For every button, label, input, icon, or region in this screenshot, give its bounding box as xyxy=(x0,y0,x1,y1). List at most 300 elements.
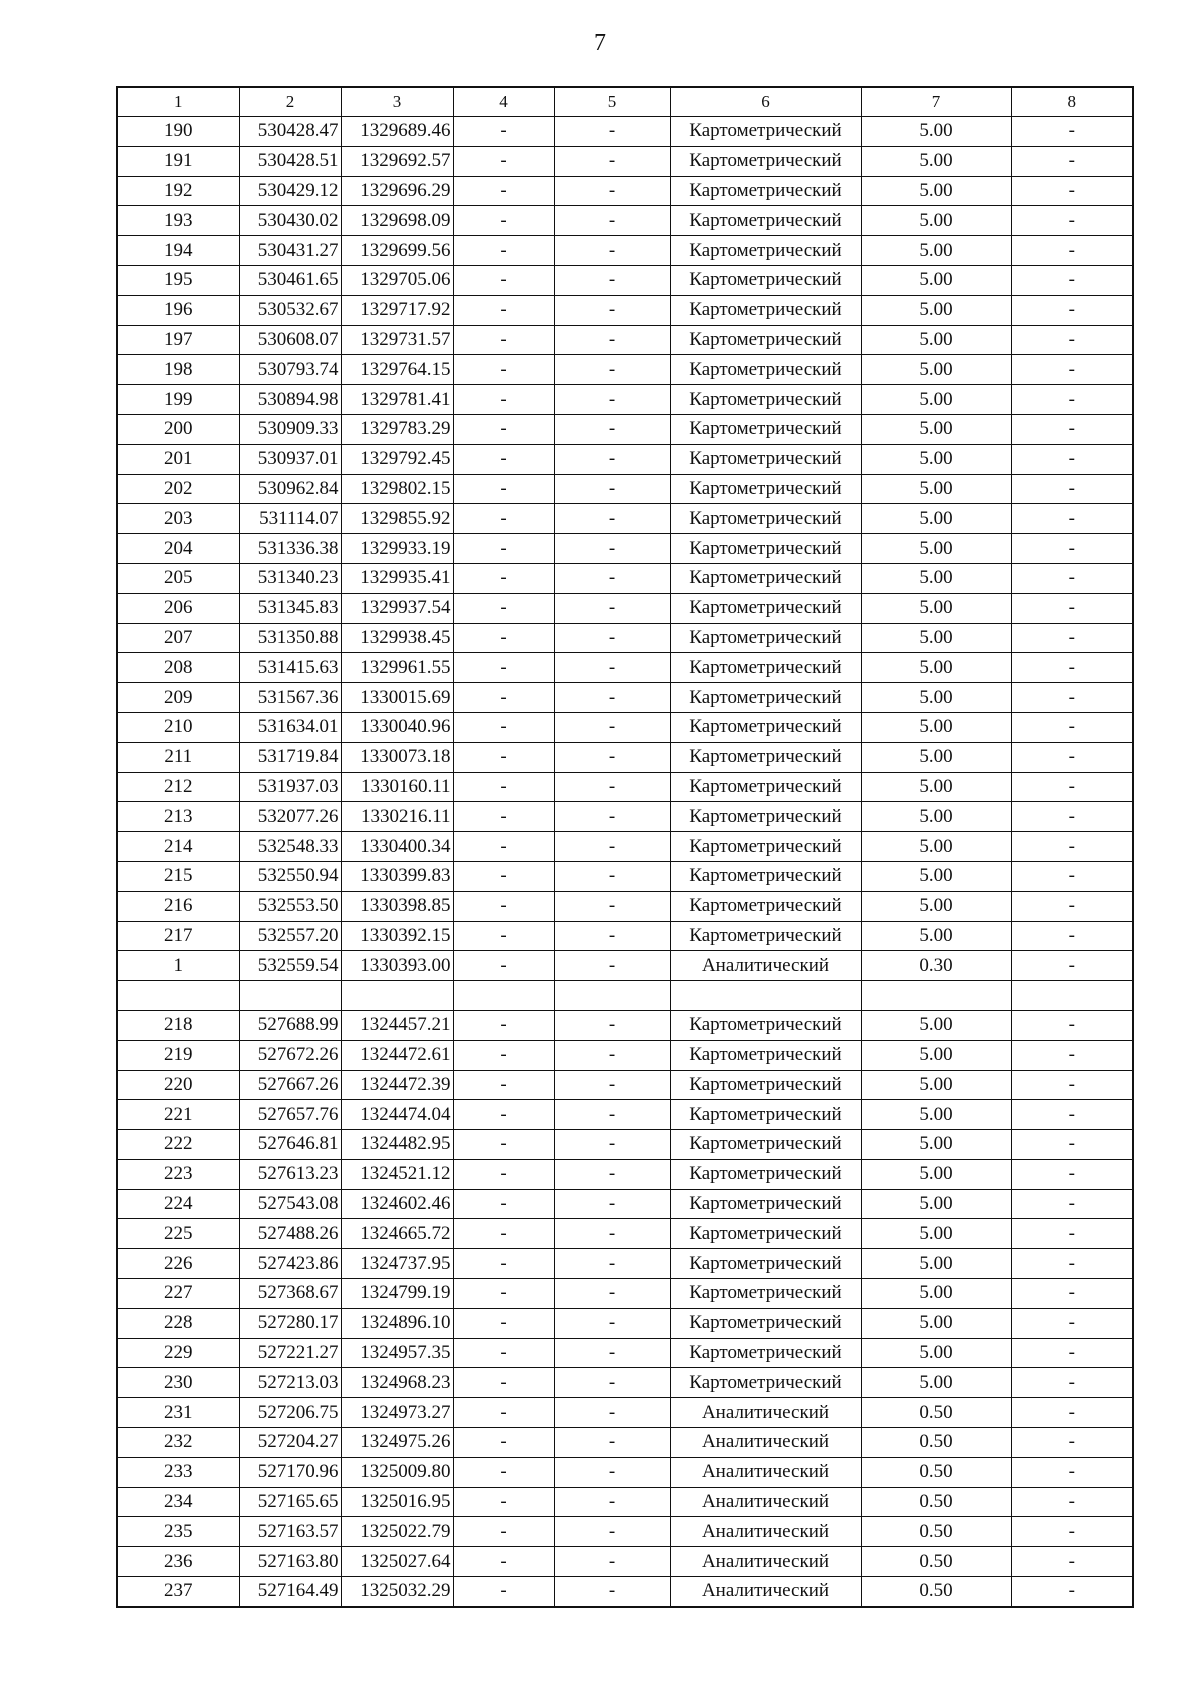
table-cell: Картометрический xyxy=(670,236,861,266)
table-cell: 5.00 xyxy=(861,1308,1011,1338)
table-cell: - xyxy=(1011,1428,1133,1458)
table-cell: 217 xyxy=(117,921,239,951)
table-cell: Картометрический xyxy=(670,891,861,921)
table-cell: 196 xyxy=(117,295,239,325)
table-cell: - xyxy=(453,1428,554,1458)
table-cell: 5.00 xyxy=(861,861,1011,891)
table-cell: - xyxy=(1011,1487,1133,1517)
table-cell: 530909.33 xyxy=(239,414,341,444)
table-cell: 237 xyxy=(117,1577,239,1607)
table-cell: Картометрический xyxy=(670,1368,861,1398)
table-cell: 1329781.41 xyxy=(341,385,453,415)
table-cell: - xyxy=(453,146,554,176)
table-cell: 201 xyxy=(117,444,239,474)
table-cell: - xyxy=(453,1100,554,1130)
table-cell xyxy=(117,981,239,1011)
table-cell: Картометрический xyxy=(670,146,861,176)
table-cell: Аналитический xyxy=(670,1487,861,1517)
table-cell: - xyxy=(453,325,554,355)
column-header: 4 xyxy=(453,87,554,117)
table-cell: Картометрический xyxy=(670,504,861,534)
table-cell: - xyxy=(554,1398,670,1428)
table-cell: - xyxy=(1011,325,1133,355)
table-cell: - xyxy=(554,1517,670,1547)
table-cell xyxy=(861,981,1011,1011)
column-header: 2 xyxy=(239,87,341,117)
table-cell: 532550.94 xyxy=(239,861,341,891)
table-cell: 215 xyxy=(117,861,239,891)
table-cell: 1330073.18 xyxy=(341,742,453,772)
table-cell: Картометрический xyxy=(670,653,861,683)
table-row xyxy=(117,206,1133,236)
table-cell: - xyxy=(1011,1368,1133,1398)
table-cell: - xyxy=(554,355,670,385)
table-cell: 5.00 xyxy=(861,265,1011,295)
table-row xyxy=(117,921,1133,951)
table-cell: 197 xyxy=(117,325,239,355)
table-cell: 1324975.26 xyxy=(341,1428,453,1458)
table-cell: 5.00 xyxy=(861,236,1011,266)
table-cell: - xyxy=(453,1398,554,1428)
table-cell: Аналитический xyxy=(670,1428,861,1458)
table-cell: 1330216.11 xyxy=(341,802,453,832)
table-cell: 5.00 xyxy=(861,683,1011,713)
table-cell: 5.00 xyxy=(861,504,1011,534)
table-cell: 1329699.56 xyxy=(341,236,453,266)
table-cell: - xyxy=(554,1368,670,1398)
table-row xyxy=(117,1368,1133,1398)
table-cell: Картометрический xyxy=(670,832,861,862)
table-cell: 5.00 xyxy=(861,772,1011,802)
table-cell: 527213.03 xyxy=(239,1368,341,1398)
table-cell: 530962.84 xyxy=(239,474,341,504)
table-header-row xyxy=(117,87,1133,117)
table-cell: 226 xyxy=(117,1249,239,1279)
table-cell: 527657.76 xyxy=(239,1100,341,1130)
table-cell: Аналитический xyxy=(670,1577,861,1607)
table-cell: - xyxy=(1011,1010,1133,1040)
table-cell: 527280.17 xyxy=(239,1308,341,1338)
table-cell: 220 xyxy=(117,1070,239,1100)
table-cell: - xyxy=(1011,623,1133,653)
table-cell: - xyxy=(554,921,670,951)
table-cell: - xyxy=(554,1308,670,1338)
table-cell: - xyxy=(1011,236,1133,266)
table-cell: Аналитический xyxy=(670,1517,861,1547)
table-cell: - xyxy=(554,593,670,623)
table-row xyxy=(117,1547,1133,1577)
table-cell: 1 xyxy=(117,951,239,981)
table-cell: 200 xyxy=(117,414,239,444)
table-cell: - xyxy=(453,1040,554,1070)
table-cell: - xyxy=(453,534,554,564)
table-cell: - xyxy=(554,1219,670,1249)
table-cell: 5.00 xyxy=(861,385,1011,415)
table-cell: 532559.54 xyxy=(239,951,341,981)
table-cell: Картометрический xyxy=(670,921,861,951)
table-cell: - xyxy=(1011,1219,1133,1249)
table-cell: 232 xyxy=(117,1428,239,1458)
table-cell: Картометрический xyxy=(670,861,861,891)
table-cell: - xyxy=(1011,534,1133,564)
table-cell: - xyxy=(453,683,554,713)
table-cell: - xyxy=(453,563,554,593)
table-cell: 530430.02 xyxy=(239,206,341,236)
table-cell: - xyxy=(453,414,554,444)
table-cell: 211 xyxy=(117,742,239,772)
table-cell: - xyxy=(453,1577,554,1607)
table-cell: - xyxy=(1011,921,1133,951)
table-cell: - xyxy=(554,1189,670,1219)
table-cell: 1325022.79 xyxy=(341,1517,453,1547)
table-cell: - xyxy=(1011,861,1133,891)
table-row xyxy=(117,1010,1133,1040)
table-cell: Картометрический xyxy=(670,1219,861,1249)
table-cell: 224 xyxy=(117,1189,239,1219)
table-cell: 1329792.45 xyxy=(341,444,453,474)
table-cell: 5.00 xyxy=(861,355,1011,385)
table-cell: 531719.84 xyxy=(239,742,341,772)
table-row xyxy=(117,683,1133,713)
table-cell: 213 xyxy=(117,802,239,832)
table-cell: - xyxy=(554,1547,670,1577)
table-cell: 1325032.29 xyxy=(341,1577,453,1607)
table-cell: 0.50 xyxy=(861,1547,1011,1577)
table-cell: 531415.63 xyxy=(239,653,341,683)
table-cell: - xyxy=(453,1547,554,1577)
table-row xyxy=(117,355,1133,385)
table-row xyxy=(117,1130,1133,1160)
table-cell: 228 xyxy=(117,1308,239,1338)
table-cell: - xyxy=(1011,1547,1133,1577)
table-cell: - xyxy=(554,832,670,862)
table-cell: - xyxy=(1011,295,1133,325)
table-row xyxy=(117,772,1133,802)
table-cell: - xyxy=(453,653,554,683)
table-cell: 1329731.57 xyxy=(341,325,453,355)
table-cell: - xyxy=(1011,355,1133,385)
table-cell: 235 xyxy=(117,1517,239,1547)
table-cell: 531634.01 xyxy=(239,712,341,742)
table-cell: - xyxy=(554,1457,670,1487)
table-cell: - xyxy=(554,951,670,981)
table-cell: 5.00 xyxy=(861,1130,1011,1160)
table-row xyxy=(117,1308,1133,1338)
table-cell: 1324896.10 xyxy=(341,1308,453,1338)
table-cell: - xyxy=(554,176,670,206)
table-cell: 1329933.19 xyxy=(341,534,453,564)
table-cell: - xyxy=(453,444,554,474)
table-cell: 1329689.46 xyxy=(341,117,453,147)
table-row xyxy=(117,325,1133,355)
table-cell: - xyxy=(1011,1577,1133,1607)
table-cell: - xyxy=(1011,1338,1133,1368)
table-cell: - xyxy=(453,861,554,891)
table-cell: Картометрический xyxy=(670,563,861,593)
table-row xyxy=(117,1428,1133,1458)
table-row xyxy=(117,1577,1133,1607)
table-cell: 530428.47 xyxy=(239,117,341,147)
table-cell: - xyxy=(554,236,670,266)
table-cell: 1329935.41 xyxy=(341,563,453,593)
table-cell: - xyxy=(453,117,554,147)
table-cell: 531350.88 xyxy=(239,623,341,653)
table-cell: - xyxy=(453,1070,554,1100)
table-cell: - xyxy=(1011,265,1133,295)
table-cell: 5.00 xyxy=(861,206,1011,236)
table-cell: 1324737.95 xyxy=(341,1249,453,1279)
table-cell: 1324957.35 xyxy=(341,1338,453,1368)
table-cell: Картометрический xyxy=(670,1159,861,1189)
table-cell: - xyxy=(554,563,670,593)
table-cell: - xyxy=(453,206,554,236)
table-row xyxy=(117,444,1133,474)
table-cell xyxy=(554,981,670,1011)
table-cell: - xyxy=(1011,504,1133,534)
table-cell: 527368.67 xyxy=(239,1279,341,1309)
table-cell: - xyxy=(554,1040,670,1070)
table-cell: 1324472.61 xyxy=(341,1040,453,1070)
table-cell: Аналитический xyxy=(670,1547,861,1577)
table-cell: 530894.98 xyxy=(239,385,341,415)
table-cell: 530937.01 xyxy=(239,444,341,474)
table-cell: 193 xyxy=(117,206,239,236)
table-cell: - xyxy=(554,1070,670,1100)
table-cell: 218 xyxy=(117,1010,239,1040)
table-cell: Картометрический xyxy=(670,1308,861,1338)
table-cell: - xyxy=(1011,593,1133,623)
table-cell: 530429.12 xyxy=(239,176,341,206)
table-cell: 527423.86 xyxy=(239,1249,341,1279)
table-cell: 527204.27 xyxy=(239,1428,341,1458)
table-cell: Картометрический xyxy=(670,1189,861,1219)
table-cell: 531336.38 xyxy=(239,534,341,564)
table-cell: - xyxy=(1011,1249,1133,1279)
table-cell: Картометрический xyxy=(670,206,861,236)
table-row xyxy=(117,474,1133,504)
table-row xyxy=(117,1159,1133,1189)
table-cell: 0.30 xyxy=(861,951,1011,981)
table-cell: - xyxy=(453,832,554,862)
table-cell: 209 xyxy=(117,683,239,713)
table-cell: 219 xyxy=(117,1040,239,1070)
table-cell: - xyxy=(554,206,670,236)
table-cell: 5.00 xyxy=(861,921,1011,951)
table-cell: Картометрический xyxy=(670,534,861,564)
table-row xyxy=(117,146,1133,176)
table-cell: 1329717.92 xyxy=(341,295,453,325)
table-row xyxy=(117,951,1133,981)
table-cell: Картометрический xyxy=(670,414,861,444)
table-cell: Картометрический xyxy=(670,1130,861,1160)
table-cell: - xyxy=(1011,1189,1133,1219)
table-cell: 5.00 xyxy=(861,802,1011,832)
table-cell: 5.00 xyxy=(861,1159,1011,1189)
table-cell: - xyxy=(1011,891,1133,921)
table-cell: 5.00 xyxy=(861,176,1011,206)
table-cell: - xyxy=(554,1487,670,1517)
table-cell: 0.50 xyxy=(861,1428,1011,1458)
table-row xyxy=(117,832,1133,862)
table-cell: - xyxy=(1011,1398,1133,1428)
table-cell: 223 xyxy=(117,1159,239,1189)
table-cell: - xyxy=(554,504,670,534)
table-cell: - xyxy=(453,951,554,981)
table-cell xyxy=(341,981,453,1011)
table-cell: - xyxy=(1011,1159,1133,1189)
table-cell: 527667.26 xyxy=(239,1070,341,1100)
table-cell: 1330393.00 xyxy=(341,951,453,981)
table-cell: - xyxy=(453,593,554,623)
table-cell: 227 xyxy=(117,1279,239,1309)
table-cell: 5.00 xyxy=(861,295,1011,325)
table-cell: - xyxy=(554,414,670,444)
table-cell: - xyxy=(453,1487,554,1517)
table-cell: 5.00 xyxy=(861,563,1011,593)
table-cell: 1329698.09 xyxy=(341,206,453,236)
table-cell: - xyxy=(1011,653,1133,683)
table-cell: 5.00 xyxy=(861,1010,1011,1040)
table-cell: - xyxy=(1011,1100,1133,1130)
table-cell: 5.00 xyxy=(861,117,1011,147)
table-cell: - xyxy=(554,1428,670,1458)
table-cell: 222 xyxy=(117,1130,239,1160)
table-cell: - xyxy=(453,265,554,295)
table-cell: 1329696.29 xyxy=(341,176,453,206)
table-cell: 233 xyxy=(117,1457,239,1487)
column-header: 3 xyxy=(341,87,453,117)
table-cell: Картометрический xyxy=(670,712,861,742)
table-cell: 531345.83 xyxy=(239,593,341,623)
table-cell: - xyxy=(1011,683,1133,713)
table-cell: 5.00 xyxy=(861,1189,1011,1219)
table-cell: - xyxy=(453,891,554,921)
table-cell: 532548.33 xyxy=(239,832,341,862)
table-cell: 5.00 xyxy=(861,653,1011,683)
table-cell: 532553.50 xyxy=(239,891,341,921)
table-cell: - xyxy=(554,385,670,415)
page-number: 7 xyxy=(594,30,606,56)
table-row xyxy=(117,1398,1133,1428)
table-row xyxy=(117,623,1133,653)
table-cell: 225 xyxy=(117,1219,239,1249)
table-row xyxy=(117,295,1133,325)
table-cell: Картометрический xyxy=(670,623,861,653)
table-cell: - xyxy=(554,1159,670,1189)
table-cell: 1329802.15 xyxy=(341,474,453,504)
table-cell: - xyxy=(1011,802,1133,832)
table-cell: 527163.57 xyxy=(239,1517,341,1547)
table-cell: - xyxy=(453,1457,554,1487)
table-cell: 5.00 xyxy=(861,832,1011,862)
column-header: 7 xyxy=(861,87,1011,117)
table-cell: 1324665.72 xyxy=(341,1219,453,1249)
table-cell: 206 xyxy=(117,593,239,623)
table-cell: - xyxy=(453,1189,554,1219)
table-cell: 1329783.29 xyxy=(341,414,453,444)
table-cell: - xyxy=(554,772,670,802)
column-header: 8 xyxy=(1011,87,1133,117)
table-row xyxy=(117,385,1133,415)
table-cell: Картометрический xyxy=(670,117,861,147)
table-cell: - xyxy=(554,1249,670,1279)
table-cell: 221 xyxy=(117,1100,239,1130)
table-cell: - xyxy=(1011,1308,1133,1338)
table-cell: 214 xyxy=(117,832,239,862)
table-cell: - xyxy=(453,1249,554,1279)
table-cell: 5.00 xyxy=(861,1040,1011,1070)
table-cell: 1330160.11 xyxy=(341,772,453,802)
table-cell: - xyxy=(1011,176,1133,206)
table-row xyxy=(117,1219,1133,1249)
table-cell: 532557.20 xyxy=(239,921,341,951)
table-cell xyxy=(670,981,861,1011)
table-cell: 1330399.83 xyxy=(341,861,453,891)
table-cell: - xyxy=(453,1517,554,1547)
table-cell: 5.00 xyxy=(861,1368,1011,1398)
table-cell: - xyxy=(453,1219,554,1249)
table-cell: - xyxy=(554,117,670,147)
table-cell: 0.50 xyxy=(861,1457,1011,1487)
table-cell: - xyxy=(453,1308,554,1338)
table-cell: - xyxy=(554,861,670,891)
table-cell: - xyxy=(453,474,554,504)
table-cell: 1324482.95 xyxy=(341,1130,453,1160)
table-cell: 5.00 xyxy=(861,444,1011,474)
table-cell: 1329705.06 xyxy=(341,265,453,295)
table-cell: 527672.26 xyxy=(239,1040,341,1070)
table-cell: 204 xyxy=(117,534,239,564)
table-cell: Картометрический xyxy=(670,265,861,295)
table-cell: - xyxy=(453,921,554,951)
table-cell: - xyxy=(1011,1517,1133,1547)
table-cell: 531567.36 xyxy=(239,683,341,713)
table-cell: 1325009.80 xyxy=(341,1457,453,1487)
table-cell: 5.00 xyxy=(861,1070,1011,1100)
table-cell: 1330398.85 xyxy=(341,891,453,921)
table-cell: 0.50 xyxy=(861,1487,1011,1517)
table-cell: 1324973.27 xyxy=(341,1398,453,1428)
table-cell: 1324474.04 xyxy=(341,1100,453,1130)
table-cell: Картометрический xyxy=(670,176,861,206)
table-cell: 195 xyxy=(117,265,239,295)
table-cell: Картометрический xyxy=(670,1010,861,1040)
table-cell: 527488.26 xyxy=(239,1219,341,1249)
column-header: 5 xyxy=(554,87,670,117)
table-cell: - xyxy=(554,653,670,683)
table-cell: - xyxy=(453,1159,554,1189)
table-cell: - xyxy=(453,385,554,415)
table-row xyxy=(117,1070,1133,1100)
table-cell: Картометрический xyxy=(670,802,861,832)
table-cell: 202 xyxy=(117,474,239,504)
table-cell: - xyxy=(554,712,670,742)
table-cell: - xyxy=(1011,1040,1133,1070)
coordinates-table xyxy=(116,86,1134,1608)
table-cell: - xyxy=(1011,1130,1133,1160)
table-cell: - xyxy=(453,295,554,325)
table-cell: 1325027.64 xyxy=(341,1547,453,1577)
table-cell: 531114.07 xyxy=(239,504,341,534)
table-cell: Картометрический xyxy=(670,385,861,415)
table-cell: 5.00 xyxy=(861,742,1011,772)
table-cell: Картометрический xyxy=(670,593,861,623)
table-cell xyxy=(1011,981,1133,1011)
table-cell: - xyxy=(554,802,670,832)
table-cell: - xyxy=(453,236,554,266)
table-cell: 527543.08 xyxy=(239,1189,341,1219)
table-cell: - xyxy=(554,742,670,772)
